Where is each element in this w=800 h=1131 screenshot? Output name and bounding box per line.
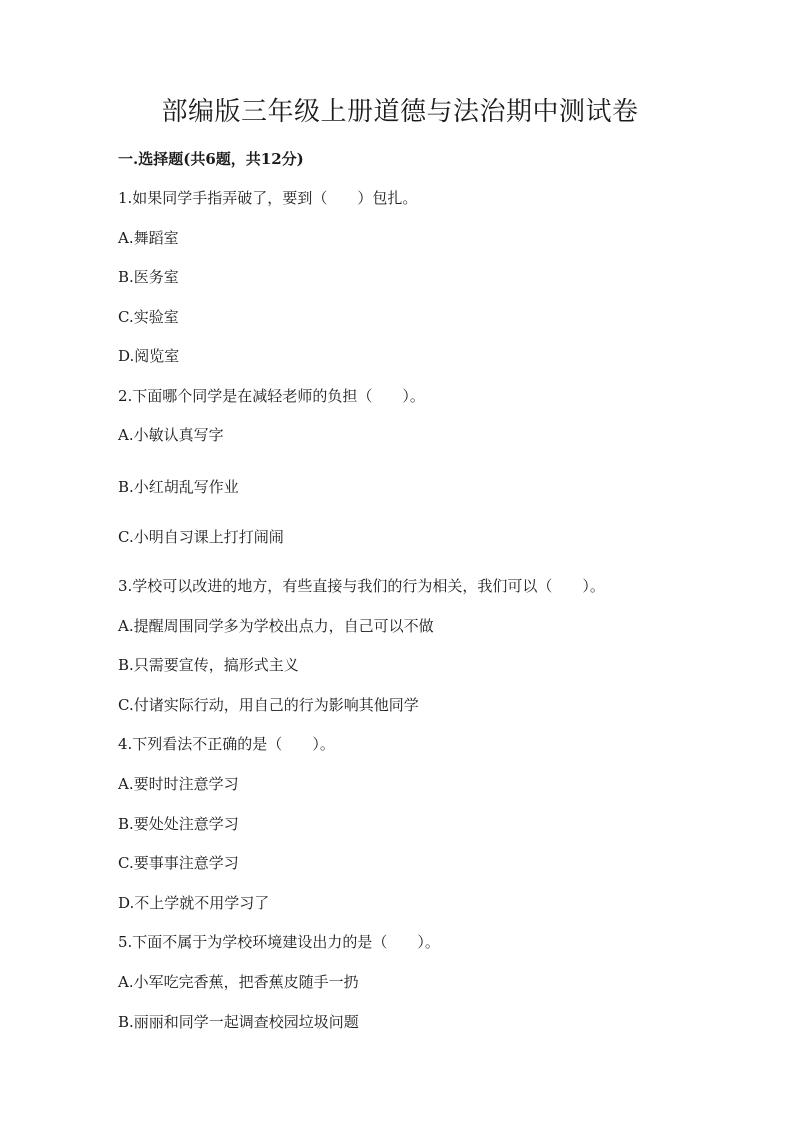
- question-4-stem: 4.下列看法不正确的是（ ）。: [118, 735, 335, 753]
- question-3-option-c[interactable]: C.付诸实际行动，用自己的行为影响其他同学: [118, 696, 419, 714]
- question-3-option-b[interactable]: B.只需要宣传，搞形式主义: [118, 656, 299, 674]
- question-4-option-b[interactable]: B.要处处注意学习: [118, 815, 239, 833]
- question-2-stem: 2.下面哪个同学是在减轻老师的负担（ ）。: [118, 387, 425, 405]
- question-3-option-a[interactable]: A.提醒周围同学多为学校出点力，自己可以不做: [118, 617, 434, 635]
- question-1-option-c[interactable]: C.实验室: [118, 308, 179, 326]
- question-1-option-a[interactable]: A.舞蹈室: [118, 229, 179, 247]
- question-4-option-a[interactable]: A.要时时注意学习: [118, 775, 239, 793]
- question-2-option-a[interactable]: A.小敏认真写字: [118, 426, 224, 444]
- question-5-stem: 5.下面不属于为学校环境建设出力的是（ ）。: [118, 933, 440, 951]
- question-4-option-c[interactable]: C.要事事注意学习: [118, 854, 239, 872]
- question-1-stem: 1.如果同学手指弄破了，要到（ ）包扎。: [118, 189, 418, 207]
- question-1-option-d[interactable]: D.阅览室: [118, 347, 180, 365]
- question-1-option-b[interactable]: B.医务室: [118, 268, 179, 286]
- question-5-option-b[interactable]: B.丽丽和同学一起调查校园垃圾问题: [118, 1013, 359, 1031]
- question-4-option-d[interactable]: D.不上学就不用学习了: [118, 894, 270, 912]
- question-5-option-a[interactable]: A.小军吃完香蕉，把香蕉皮随手一扔: [118, 973, 359, 991]
- question-2-option-c[interactable]: C.小明自习课上打打闹闹: [118, 528, 284, 546]
- question-2-option-b[interactable]: B.小红胡乱写作业: [118, 478, 239, 496]
- page-title: 部编版三年级上册道德与法治期中测试卷: [161, 97, 639, 127]
- section-heading: 一.选择题(共6题，共12分): [118, 150, 304, 168]
- question-3-stem: 3.学校可以改进的地方，有些直接与我们的行为相关，我们可以（ ）。: [118, 577, 605, 595]
